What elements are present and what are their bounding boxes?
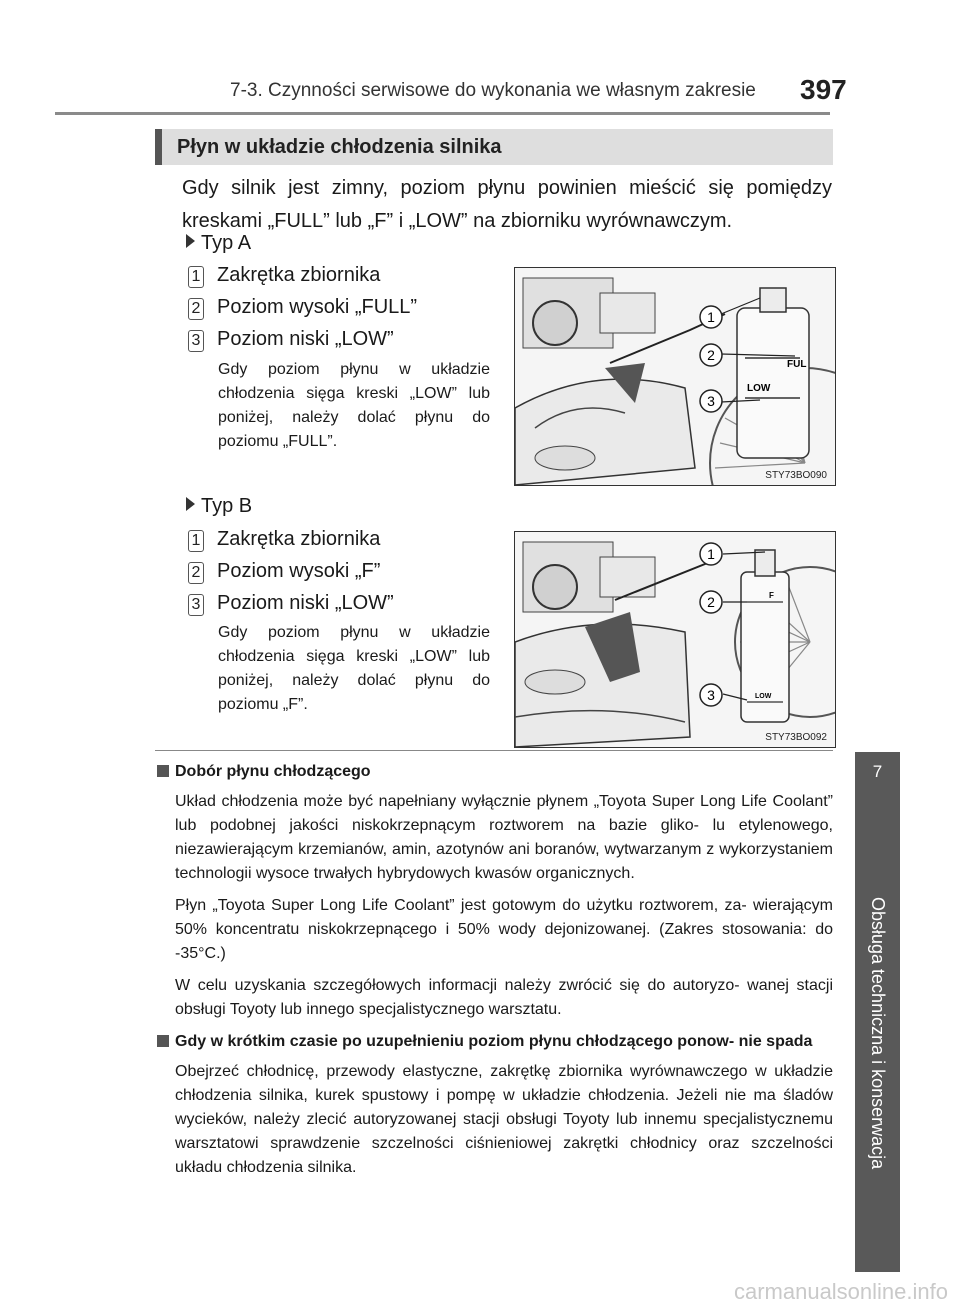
header-rule <box>55 112 830 115</box>
coolant-choice-heading-row <box>157 760 833 784</box>
tank-mark-low: LOW <box>755 693 772 700</box>
chapter-title: Obsługa techniczna i konserwacja <box>868 897 888 1170</box>
type-a-item-2-label: Poziom wysoki „FULL” <box>217 296 418 318</box>
type-b-item-2 <box>191 560 381 583</box>
tank-mark-full: FUL <box>787 359 807 370</box>
tank-mark-low: LOW <box>747 383 771 394</box>
section-title: Płyn w układzie chłodzenia silnika <box>177 136 502 158</box>
square-bullet-icon <box>157 765 169 777</box>
item-number-badge: 3 <box>188 330 204 352</box>
item-number-badge: 2 <box>188 298 204 320</box>
chapter-title-container <box>855 897 900 1237</box>
level-drop-heading: Gdy w krótkim czasie po uzupełnieniu poziom płynu chłodzącego ponow- nie spada <box>175 1033 813 1050</box>
type-a-item-2 <box>191 296 418 319</box>
type-b-note: Gdy poziom płynu w układzie chłodzenia sięga kreski „LOW” lub poniżej, należy dolać płynu do poziomu „F”. <box>218 624 490 713</box>
tank-mark-f: F <box>769 591 774 600</box>
type-b-item-3 <box>191 592 394 615</box>
page-number: 397 <box>800 74 847 105</box>
type-b-item-3-label: Poziom niski „LOW” <box>217 592 394 614</box>
coolant-choice-section <box>157 760 833 1180</box>
callout-2: 2 <box>707 594 715 610</box>
callout-2: 2 <box>707 347 715 363</box>
type-a-item-3-label: Poziom niski „LOW” <box>217 328 394 350</box>
type-a-label-row <box>186 232 251 255</box>
arrow-right-icon <box>186 497 195 511</box>
type-b-item-1-label: Zakrętka zbiornika <box>217 528 381 550</box>
item-number-badge: 1 <box>188 266 204 288</box>
chapter-number: 7 <box>872 762 883 781</box>
square-bullet-icon <box>157 1035 169 1047</box>
type-b-item-1 <box>191 528 381 551</box>
callout-1: 1 <box>707 546 715 562</box>
type-a-item-1-label: Zakrętka zbiornika <box>217 264 381 286</box>
callout-1: 1 <box>707 309 715 325</box>
chapter-side-tab <box>855 752 900 1272</box>
callout-3: 3 <box>707 393 715 409</box>
type-b-label-row <box>186 495 252 518</box>
item-number-badge: 3 <box>188 594 204 616</box>
coolant-choice-paragraph-1: Układ chłodzenia może być napełniany wyłącznie płynem „Toyota Super Long Life Coolant” lub podobnej jakości niskokrzepnącym roztworem na bazie gliko- lu etylenowego, niezawierającym krzemianów, amin, azotynów ani boranów, wytwarzanym z wykorzystaniem technologii wysoce trwałych hybrydowych kwasów organicznych. <box>175 793 833 882</box>
type-b-illustration <box>514 531 836 748</box>
level-drop-heading-row <box>157 1030 833 1054</box>
type-b-item-2-label: Poziom wysoki „F” <box>217 560 381 582</box>
type-b-label: Typ B <box>201 495 253 517</box>
watermark: carmanualsonline.info <box>733 1279 948 1304</box>
arrow-right-icon <box>186 234 195 248</box>
coolant-choice-heading: Dobór płynu chłodzącego <box>175 763 371 780</box>
engine-bay-drawing-b <box>515 532 835 747</box>
type-a-label: Typ A <box>201 232 252 254</box>
section-heading-bar <box>155 129 162 165</box>
intro-paragraph: Gdy silnik jest zimny, poziom płynu powinien mieścić się pomiędzy kreskami „FULL” lub „F” i „LOW” na zbiorniku wyrównawczym. <box>182 177 832 232</box>
level-drop-paragraph: Obejrzeć chłodnicę, przewody elastyczne, zakrętkę zbiornika wyrównawczego w układzie chłodzenia silnika, kurek spustowy i pompę w układzie chłodzenia. Jeżeli nie ma śladów wycieków, należy zlecić autoryzowanej stacji obsługi Toyoty lub innemu specjalistycznemu warsztatowi sprawdzenie szczelności ciśnieniowej zakrętki chłodnicy oraz szczelności układu chłodzenia silnika. <box>175 1063 833 1176</box>
coolant-choice-paragraph-2: Płyn „Toyota Super Long Life Coolant” jest gotowym do użytku roztworem, za- wierającym 50% koncentratu niskokrzepnącego i 50% wody dejonizowanej. (Zakres stosowania: do -35°C.) <box>175 897 833 962</box>
type-a-illustration <box>514 267 836 486</box>
type-a-item-3 <box>191 328 394 351</box>
running-header-title: 7-3. Czynności serwisowe do wykonania we własnym zakresie <box>230 80 756 101</box>
section-heading <box>155 129 833 165</box>
item-number-badge: 1 <box>188 530 204 552</box>
image-code: STY73BO092 <box>765 732 827 743</box>
image-code: STY73BO090 <box>765 470 827 481</box>
section-divider <box>155 750 833 751</box>
coolant-choice-paragraph-3: W celu uzyskania szczegółowych informacji należy zwrócić się do autoryzo- wanej stacji obsługi Toyoty lub innego specjalistycznego warsztatu. <box>175 977 833 1018</box>
engine-bay-drawing-a <box>515 268 835 485</box>
type-a-item-1 <box>191 264 381 287</box>
callout-3: 3 <box>707 687 715 703</box>
item-number-badge: 2 <box>188 562 204 584</box>
type-a-note: Gdy poziom płynu w układzie chłodzenia sięga kreski „LOW” lub poniżej, należy dolać płynu do poziomu „FULL”. <box>218 361 490 450</box>
